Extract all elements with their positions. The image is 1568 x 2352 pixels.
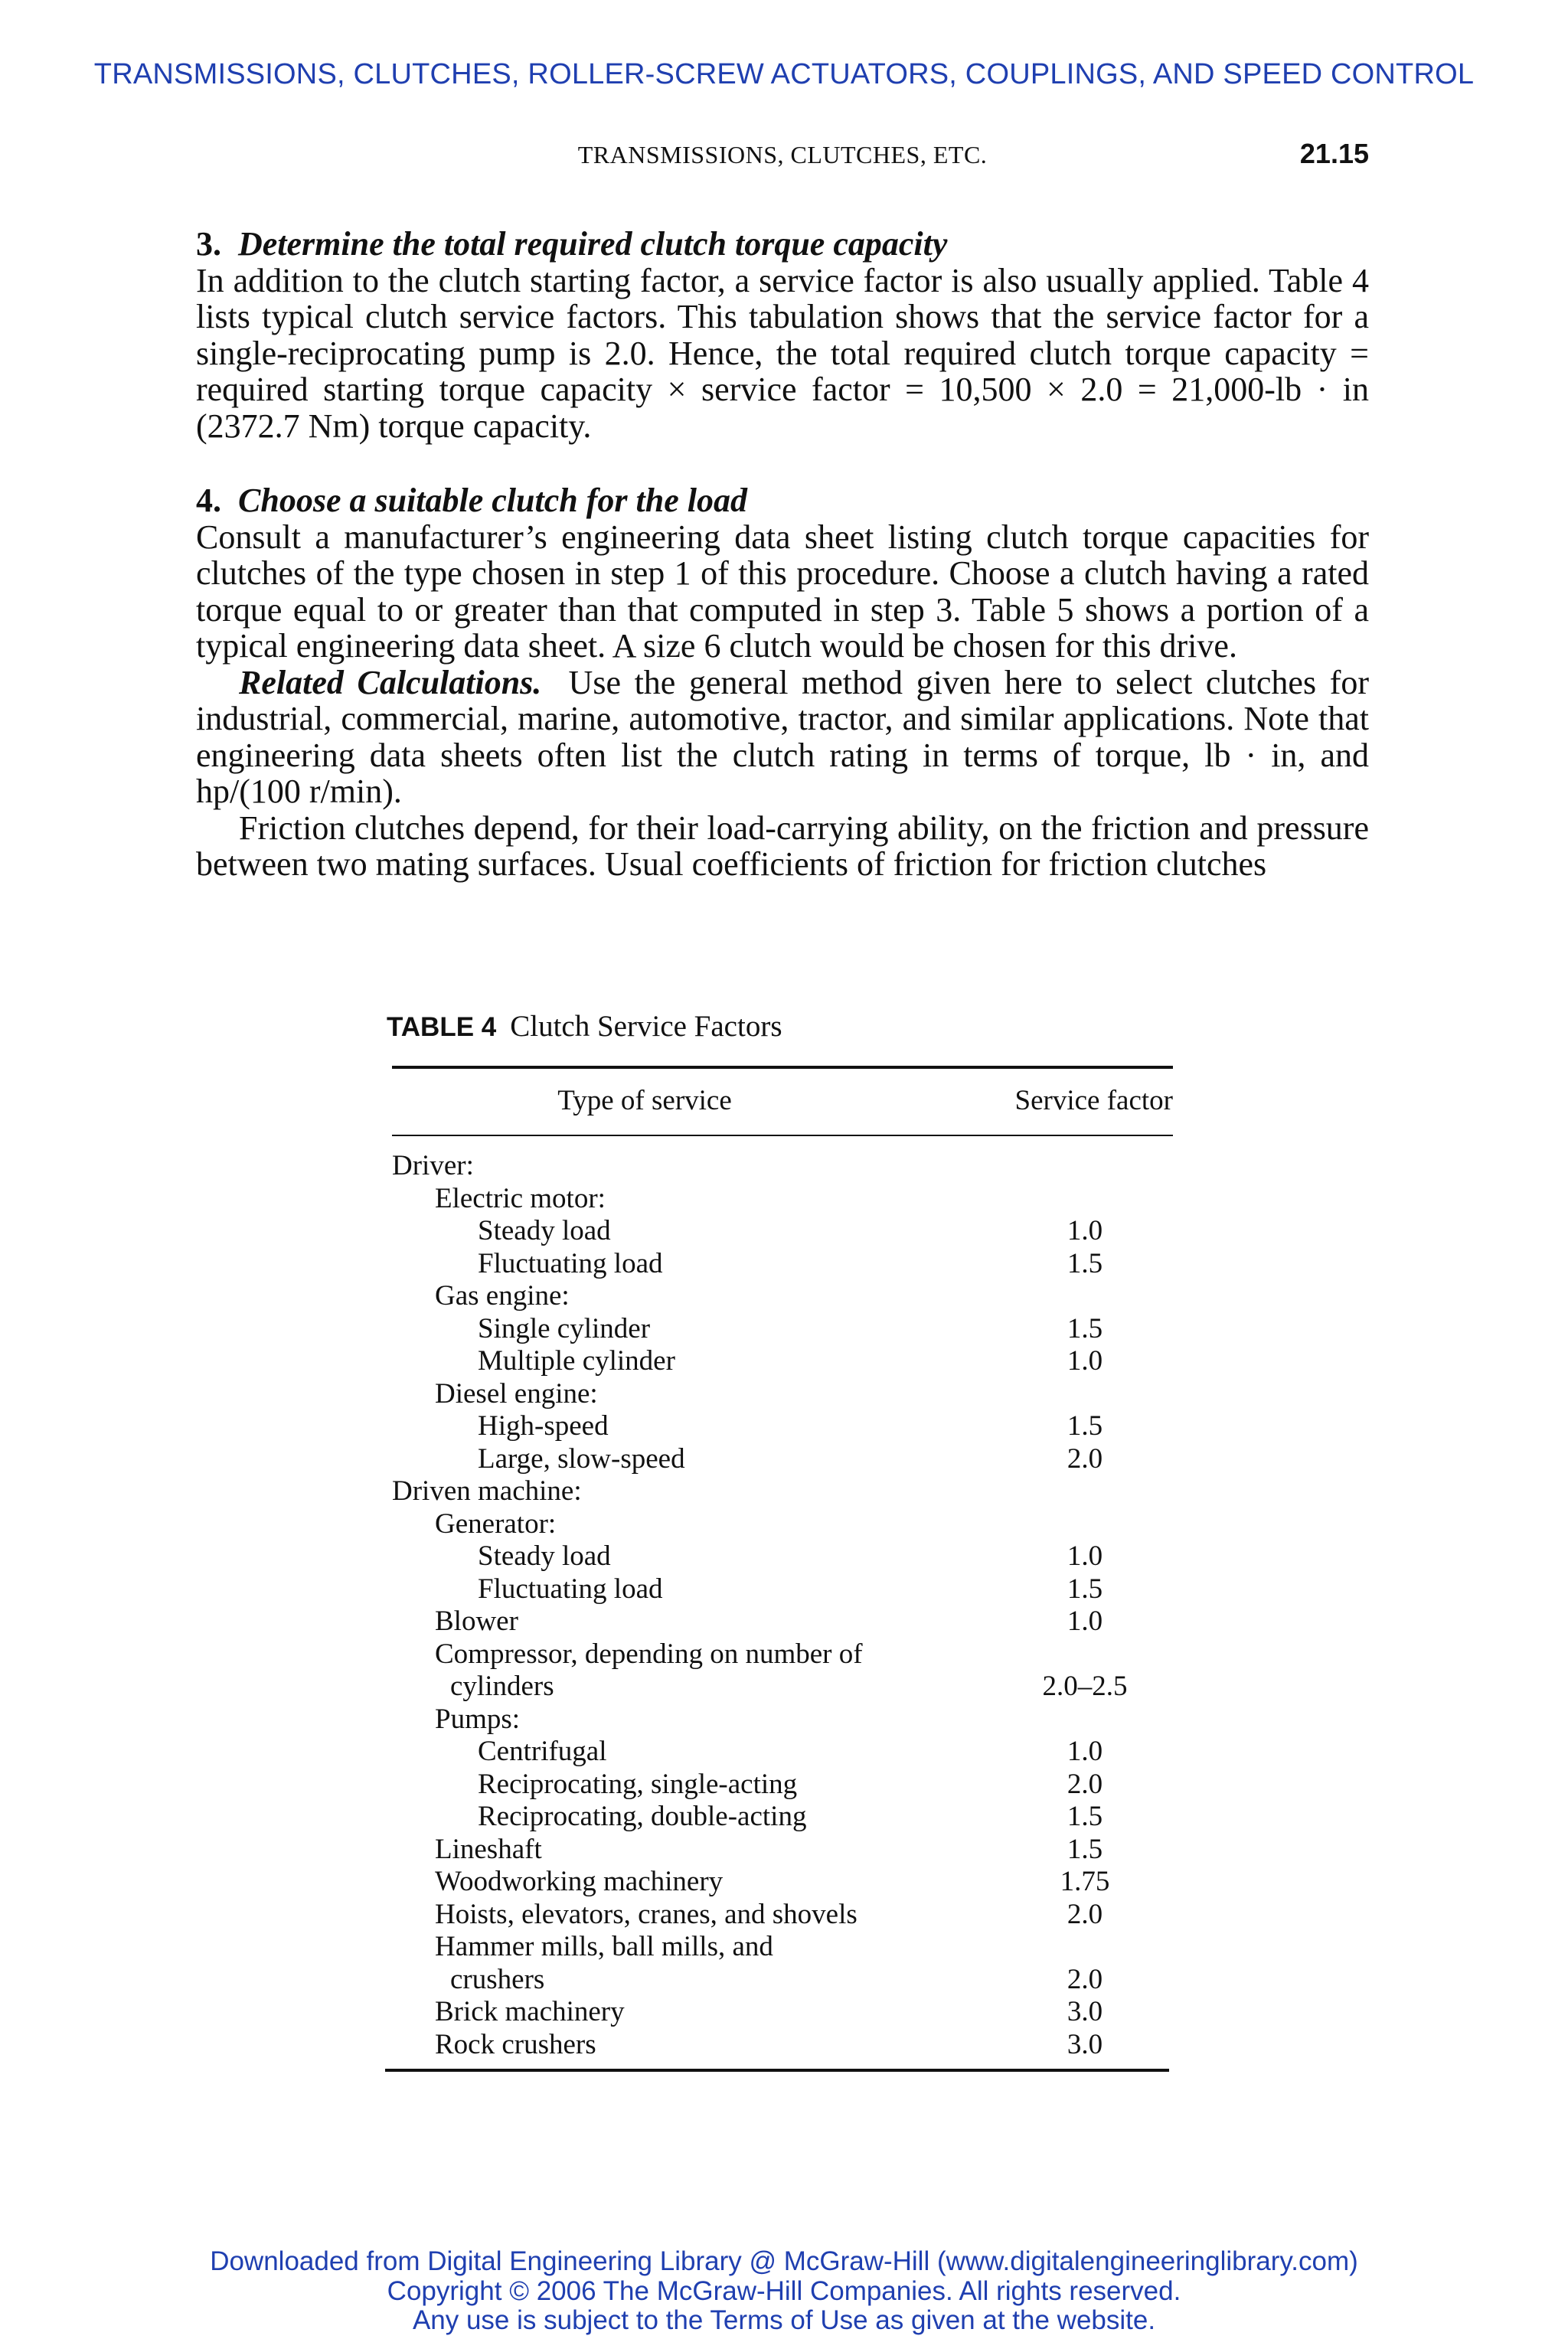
table-row <box>392 1183 1173 1216</box>
service-factor-cell: 1.5 <box>1067 1247 1103 1279</box>
service-type-cell: Woodworking machinery <box>435 1866 724 1897</box>
table-row <box>392 1410 1173 1443</box>
service-type-cell: Driven machine: <box>392 1475 582 1507</box>
table-caption-text: Clutch Service Factors <box>510 1010 782 1043</box>
service-factor-cell: 1.0 <box>1067 1736 1103 1767</box>
service-type-cell: Reciprocating, double-acting <box>478 1801 807 1832</box>
chapter-banner: TRANSMISSIONS, CLUTCHES, ROLLER-SCREW ACTUATORS, COUPLINGS, AND SPEED CONTROL <box>93 58 1475 90</box>
step4-title: Choose a suitable clutch for the load <box>238 482 747 519</box>
service-factor-cell: 3.0 <box>1067 2028 1103 2060</box>
table-row <box>392 1378 1173 1411</box>
clutch-service-factors-table <box>392 1066 1173 2061</box>
service-type-cell: Compressor, depending on number of <box>435 1638 863 1670</box>
service-type-cell: Driver: <box>392 1150 474 1181</box>
related-calculations-text: Use the general method given here to select clutches for industrial, commercial, marine, automotive, tractor, and similar applications. Note that engineering data sheets often list the clutch rating in terms of torque, lb · in, and hp/(100 r/min). <box>196 663 1369 810</box>
table-row <box>392 1215 1173 1248</box>
service-type-cell: Centrifugal <box>478 1736 607 1767</box>
table-row <box>392 1801 1173 1834</box>
service-type-cell: Brick machinery <box>435 1996 625 2027</box>
service-factor-cell: 1.5 <box>1067 1801 1103 1832</box>
service-type-cell: Steady load <box>478 1540 611 1572</box>
service-type-cell: Diesel engine: <box>435 1377 598 1410</box>
service-factor-cell: 3.0 <box>1067 1996 1103 2027</box>
table-row <box>392 1931 1173 1964</box>
table-row <box>392 1606 1173 1638</box>
service-factor-cell: 1.5 <box>1067 1410 1103 1442</box>
service-type-cell: Generator: <box>435 1508 557 1540</box>
page-number: 21.15 <box>1299 138 1369 169</box>
service-type-cell: Rock crushers <box>435 2028 596 2060</box>
table-row <box>392 1834 1173 1867</box>
service-factor-cell: 2.0 <box>1067 1963 1103 1995</box>
body-text <box>196 226 1369 883</box>
table-bottom-rule <box>385 2069 1169 2072</box>
service-type-cell: crushers <box>450 1963 545 1995</box>
table-row <box>392 1508 1173 1541</box>
service-type-cell: Hoists, elevators, cranes, and shovels <box>435 1898 858 1930</box>
service-type-cell: Reciprocating, single-acting <box>478 1768 798 1800</box>
service-type-cell: Hammer mills, ball mills, and <box>435 1931 773 1962</box>
service-type-cell: Pumps: <box>435 1703 521 1735</box>
table-caption <box>387 1009 782 1044</box>
table-row <box>392 1573 1173 1606</box>
running-head-title: TRANSMISSIONS, CLUTCHES, ETC. <box>577 141 988 168</box>
service-type-cell: Steady load <box>478 1215 611 1246</box>
table-row <box>392 1248 1173 1281</box>
service-type-cell: cylinders <box>450 1671 554 1702</box>
service-type-cell: Gas engine: <box>435 1280 570 1312</box>
step3-number: 3. <box>196 225 221 263</box>
step4-number: 4. <box>196 482 221 519</box>
service-type-cell: Multiple cylinder <box>478 1345 675 1377</box>
table-row <box>392 1280 1173 1313</box>
service-factor-cell: 1.5 <box>1067 1833 1103 1865</box>
service-type-cell: Blower <box>435 1606 518 1637</box>
step4-paragraph: Consult a manufacturer’s engineering data sheet listing clutch torque capacities for clutches of the type chosen in step 1 of this procedure. Choose a clutch having a rated torque equal to or greater than that computed in step 3. Table 5 shows a portion of a typical engineering data sheet. A size 6 clutch would be chosen for this drive. <box>196 518 1369 665</box>
table-row <box>392 1150 1173 1183</box>
table-row <box>392 1899 1173 1932</box>
service-factor-cell: 1.5 <box>1067 1312 1103 1344</box>
table-row <box>392 1996 1173 2029</box>
service-type-cell: Fluctuating load <box>478 1247 663 1279</box>
footer-line-2: Copyright © 2006 The McGraw-Hill Companies. All rights reserved. <box>387 2275 1181 2306</box>
table-row <box>392 1671 1173 1704</box>
service-type-cell: High-speed <box>478 1410 609 1442</box>
service-type-cell: Large, slow-speed <box>478 1442 685 1475</box>
service-factor-cell: 2.0 <box>1067 1898 1103 1930</box>
service-factor-cell: 1.75 <box>1060 1866 1110 1897</box>
table-row <box>392 1964 1173 1997</box>
column-header-factor: Service factor <box>1014 1085 1173 1116</box>
table-body <box>392 1136 1173 2061</box>
service-factor-cell: 2.0–2.5 <box>1042 1671 1128 1702</box>
step3-paragraph: In addition to the clutch starting factor, a service factor is also usually applied. Table 4 lists typical clutch service factors. This tabulation shows that the service factor for a single-reciprocating pump is 2.0. Hence, the total required clutch torque capacity = required starting torque capacity × service factor = 10,500 × 2.0 = 21,000-lb · in (2372.7 Nm) torque capacity. <box>196 261 1369 445</box>
service-type-cell: Fluctuating load <box>478 1573 663 1605</box>
service-factor-cell: 1.5 <box>1067 1573 1103 1605</box>
table-label: TABLE 4 <box>387 1012 497 1042</box>
step4-heading <box>196 482 1369 519</box>
footer <box>0 2247 1568 2336</box>
table-row <box>392 1769 1173 1802</box>
service-type-cell: Single cylinder <box>478 1312 651 1344</box>
running-head <box>196 138 1369 179</box>
table-row <box>392 1540 1173 1573</box>
table-row <box>392 1736 1173 1769</box>
service-factor-cell: 2.0 <box>1067 1442 1103 1475</box>
service-type-cell: Electric motor: <box>435 1182 606 1214</box>
column-header-type: Type of service <box>557 1085 732 1116</box>
table-row <box>392 1704 1173 1736</box>
service-factor-cell: 1.0 <box>1067 1606 1103 1637</box>
footer-line-3: Any use is subject to the Terms of Use as given at the website. <box>412 2305 1156 2335</box>
step3-title: Determine the total required clutch torque capacity <box>238 225 948 263</box>
footer-line-1: Downloaded from Digital Engineering Library @ McGraw-Hill (www.digitalengineeringlibrary.com) <box>210 2246 1358 2276</box>
table-row <box>392 2029 1173 2062</box>
service-factor-cell: 2.0 <box>1067 1768 1103 1800</box>
table-row <box>392 1638 1173 1671</box>
service-type-cell: Lineshaft <box>435 1833 542 1865</box>
service-factor-cell: 1.0 <box>1067 1215 1103 1246</box>
table-row <box>392 1345 1173 1378</box>
friction-paragraph: Friction clutches depend, for their load-carrying ability, on the friction and pressure between two mating surfaces. Usual coefficients of friction for friction clutches <box>196 808 1369 883</box>
table-row <box>392 1866 1173 1899</box>
service-factor-cell: 1.0 <box>1067 1540 1103 1572</box>
service-factor-cell: 1.0 <box>1067 1345 1103 1377</box>
related-calculations-label: Related Calculations. <box>239 663 542 701</box>
table-header <box>392 1069 1173 1135</box>
step3-heading <box>196 226 1369 263</box>
table-row <box>392 1475 1173 1508</box>
related-calculations-paragraph <box>196 665 1369 810</box>
table-row <box>392 1443 1173 1476</box>
table-row <box>392 1313 1173 1346</box>
